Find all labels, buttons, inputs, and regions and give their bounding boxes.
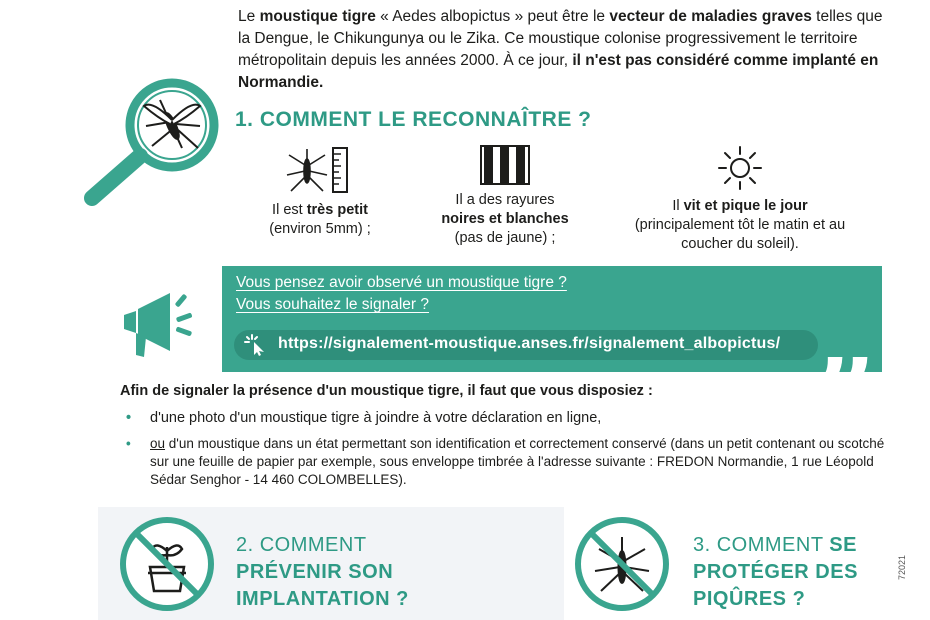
intro-bold: il n'est pas considéré comme implanté en Normandie. xyxy=(238,52,879,91)
stripes-icon xyxy=(480,145,530,185)
bullet-dot: • xyxy=(126,436,131,451)
conditions-item-1 xyxy=(126,409,896,427)
quote-mark: „ xyxy=(814,271,878,400)
magnifier-mosquito-icon xyxy=(82,70,232,210)
section-2-line-3: IMPLANTATION ? xyxy=(236,588,409,610)
feature-daytime xyxy=(620,145,860,254)
section-1-heading xyxy=(235,108,592,132)
report-question-1[interactable]: Vous pensez avoir observé un moustique tigre ? xyxy=(236,274,567,291)
intro-text: telles que la Dengue, le Chikungunya ou le Zika. Ce moustique colonise progressivement le territoire métropolitain depuis les années 2000. À ce jour, xyxy=(238,8,883,69)
feature-2-line2: noires et blanches xyxy=(441,211,569,227)
section-3-line-1: 3. COMMENT SE xyxy=(693,534,857,556)
section-3-line-3: PIQÛRES ? xyxy=(693,588,806,610)
no-plant-pot-icon xyxy=(120,517,214,611)
feature-1-line1: Il est très petit xyxy=(272,202,368,218)
mosquito-ruler-icon xyxy=(285,145,355,195)
feature-1-line2: (environ 5mm) ; xyxy=(269,221,371,237)
intro-bold: vecteur de maladies graves xyxy=(609,8,812,25)
bullet-dot: • xyxy=(126,410,132,426)
section-1-number: 1. COMMENT xyxy=(235,108,379,131)
intro-paragraph xyxy=(238,6,888,94)
section-3-line-2: PROTÉGER DES xyxy=(693,561,858,583)
report-question-2[interactable]: Vous souhaitez le signaler ? xyxy=(236,296,430,313)
conditions-item-2 xyxy=(126,435,896,489)
report-url-link[interactable]: https://signalement-moustique.anses.fr/signalement_albopictus/ xyxy=(278,335,781,352)
section-1-bold: LE RECONNAÎTRE ? xyxy=(378,108,592,131)
conditions-item-2-text: ou d'un moustique dans un état permettant son identification et correctement conservé (dans un petit contenant ou scotché sur une feuille de papier par exemple, sous enveloppe timbrée à l'adresse suivante : FREDON Normandie, 1 rue Léopold Sédar Senghor - 14 460 COLOMBELLES). xyxy=(150,436,885,487)
cursor-click-icon xyxy=(244,334,268,356)
document-code: 72021 xyxy=(897,554,907,580)
feature-3-line2: (principalement tôt le matin et au coucher du soleil). xyxy=(634,217,846,252)
intro-bold: moustique tigre xyxy=(259,8,376,25)
feature-stripes xyxy=(420,145,590,248)
section-2-line-2: PRÉVENIR SON xyxy=(236,561,394,583)
feature-small-size xyxy=(235,145,405,239)
feature-2-line1: Il a des rayures xyxy=(455,192,555,208)
sun-icon xyxy=(717,145,763,191)
report-url-pill[interactable] xyxy=(234,330,818,360)
no-mosquito-icon xyxy=(575,517,669,611)
megaphone-icon xyxy=(118,285,204,361)
conditions-title: Afin de signaler la présence d'un moustique tigre, il faut que vous disposiez : xyxy=(120,383,653,399)
section-2-line-1: 2. COMMENT xyxy=(236,534,367,556)
section-2-heading xyxy=(236,532,409,613)
intro-text: Le xyxy=(238,8,260,25)
intro-text: « Aedes albopictus » peut être le xyxy=(375,8,610,25)
section-3-heading xyxy=(693,532,858,613)
feature-3-line1: Il vit et pique le jour xyxy=(672,198,808,214)
feature-2-line3: (pas de jaune) ; xyxy=(454,230,556,246)
conditions-item-1-text: d'une photo d'un moustique tigre à joindre à votre déclaration en ligne, xyxy=(150,410,602,426)
